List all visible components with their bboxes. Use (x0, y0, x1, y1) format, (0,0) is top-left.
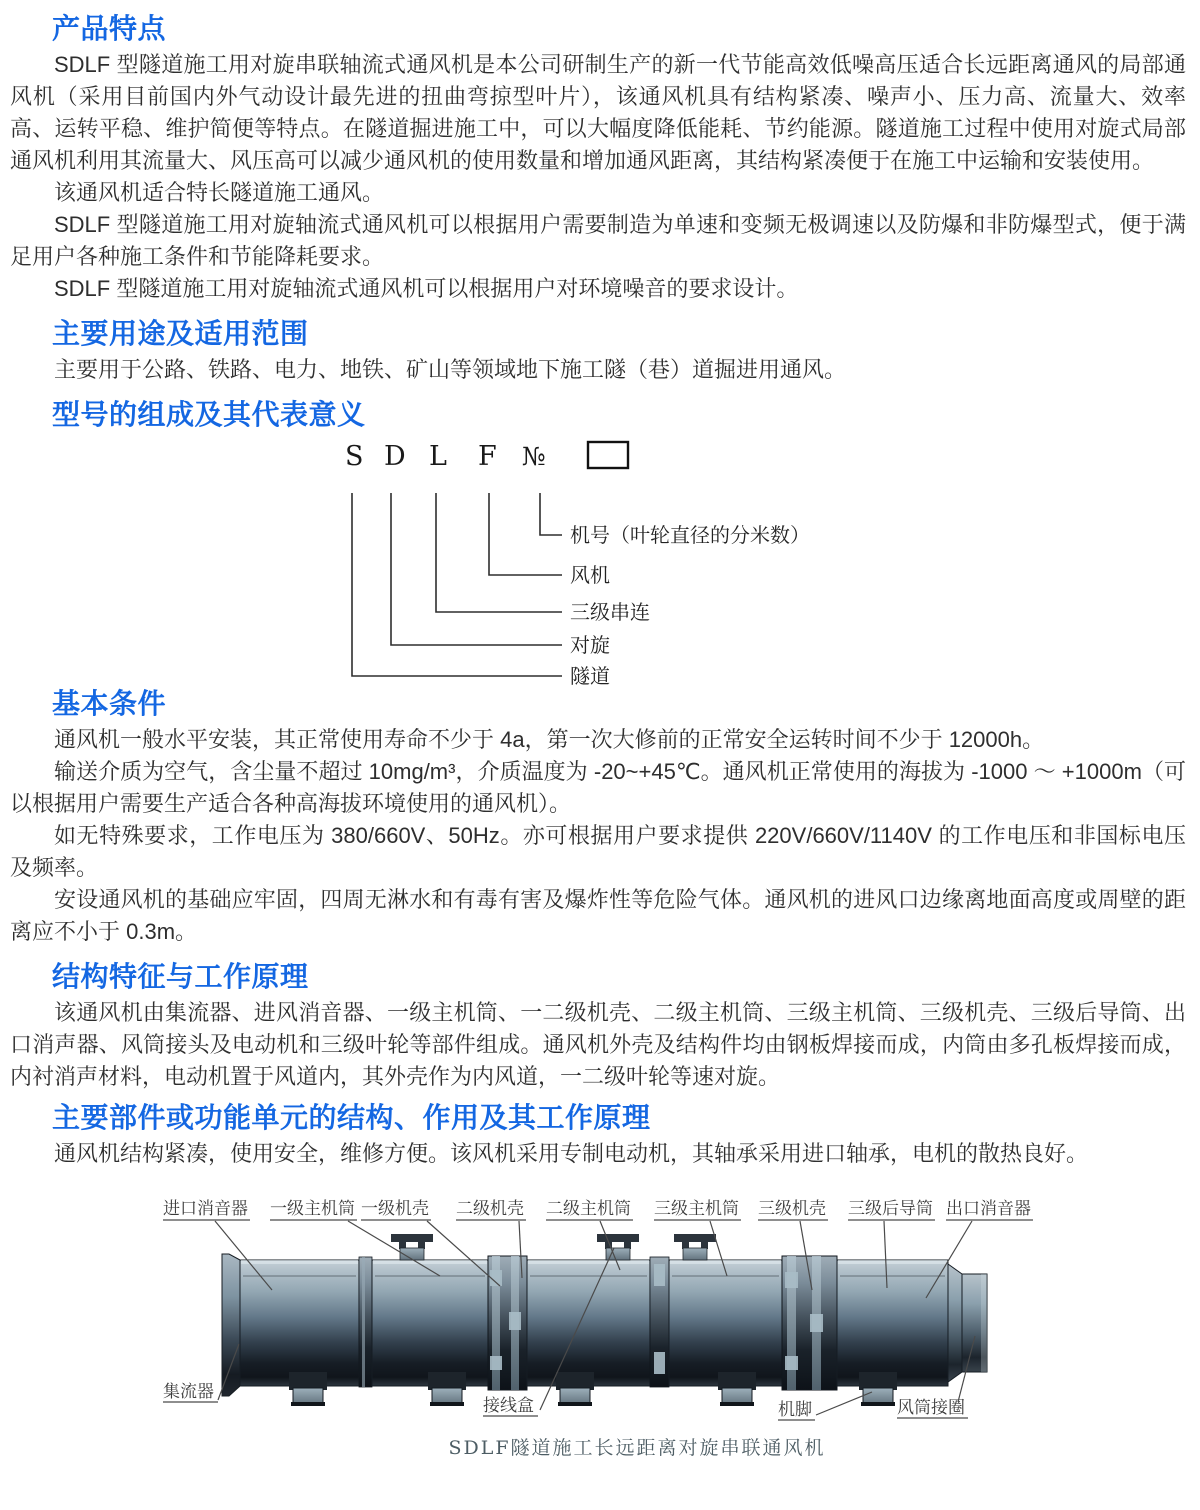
label-stage1-casing: 一级机壳 (361, 1199, 429, 1219)
model-letter-no: № (522, 442, 546, 471)
outlet-silencer-barrel (837, 1260, 948, 1386)
fan-illustration-caption: SDLF隧道施工长远距离对旋串联通风机 (448, 1437, 826, 1459)
heading-structure-principle: 结构特征与工作原理 (52, 961, 309, 992)
model-label-contra-rotating: 对旋 (570, 635, 610, 657)
label-stage3-main-barrel: 三级主机筒 (654, 1199, 739, 1219)
stage1-main-barrel (372, 1260, 488, 1386)
paragraph-product-features-4: SDLF 型隧道施工用对旋轴流式通风机可以根据用户对环境噪音的要求设计。 (54, 276, 799, 301)
label-stage2-main-barrel: 二级主机筒 (546, 1199, 631, 1219)
paragraph-basic-conditions-4: 安设通风机的基础应牢固，四周无淋水和有毒有害及爆炸性等危险气体。通风机的进风口边缘离地面高度或周壁的距离应不小于 0.3m。 (10, 887, 1186, 944)
label-stage1-main-barrel: 一级主机筒 (270, 1199, 355, 1219)
model-leader-lines (352, 493, 562, 676)
top-fitting-stage3 (674, 1234, 716, 1260)
label-stage3-casing: 三级机壳 (758, 1199, 826, 1219)
model-number-box (588, 442, 628, 468)
paragraph-basic-conditions-1: 通风机一般水平安装，其正常使用寿命不少于 4a，第一次大修前的正常安全运转时间不少于 12000h。 (54, 727, 1045, 752)
bellmouth-collector (222, 1254, 240, 1396)
model-letter-d: D (384, 441, 406, 472)
label-outlet-silencer: 出口消音器 (946, 1199, 1031, 1219)
heading-product-features: 产品特点 (52, 13, 167, 44)
model-label-fan-number: 机号（叶轮直径的分米数） (570, 525, 810, 547)
stage3-main-barrel (669, 1260, 782, 1386)
paragraph-main-parts: 通风机结构紧凑，使用安全，维修方便。该风机采用专制电动机，其轴承采用进口轴承，电机的散热良好。 (54, 1141, 1089, 1166)
label-stage2-casing: 二级机壳 (456, 1199, 524, 1219)
label-machine-foot: 机脚 (778, 1400, 812, 1420)
model-label-fan: 风机 (570, 565, 610, 587)
label-inlet-silencer: 进口消音器 (163, 1199, 248, 1219)
paragraph-main-uses: 主要用于公路、铁路、电力、地铁、矿山等领域地下施工隧（巷）道掘进用通风。 (54, 357, 847, 382)
model-letter-l: L (429, 441, 447, 472)
paragraph-product-features-3: SDLF 型隧道施工用对旋轴流式通风机可以根据用户需要制造为单速和变频无极调速以及防爆和非防爆型式，便于满足用户各种施工条件和节能降耗要求。 (10, 212, 1186, 269)
model-label-three-stage-series: 三级串连 (570, 602, 650, 624)
model-letters (345, 441, 546, 472)
heading-model-composition: 型号的组成及其代表意义 (52, 399, 366, 430)
barrel-top-highlights (241, 1260, 947, 1264)
fan-body (222, 1234, 987, 1406)
flange-ring-1 (359, 1257, 372, 1387)
label-stage3-rear-guide-duct: 三级后导筒 (848, 1199, 933, 1219)
model-letter-s: S (345, 441, 364, 472)
inlet-silencer-barrel (240, 1260, 359, 1386)
fan-assembly-illustration (0, 1184, 1200, 1474)
label-collector: 集流器 (163, 1382, 214, 1402)
paragraph-product-features-2: 该通风机适合特长隧道施工通风。 (54, 180, 385, 205)
heading-basic-conditions: 基本条件 (52, 688, 167, 719)
paragraph-basic-conditions-2: 输送介质为空气，含尘量不超过 10mg/m³，介质温度为 -20~+45℃。通风机正常使用的海拔为 -1000 ～ +1000m（可以根据用户需要生产适合各种高海拔环境使用的通风机）。 (10, 759, 1186, 816)
paragraph-structure-principle: 该通风机由集流器、进风消音器、一级主机筒、一二级机壳、二级主机筒、三级主机筒、三级机壳、三级后导筒、出口消声器、风筒接头及电动机和三级叶轮等部件组成。通风机外壳及结构件均由钢板焊接而成，内筒由多孔板焊接而成，内衬消声材料，电动机置于风道内，其外壳作为内风道，一二级叶轮等速对旋。 (10, 1000, 1186, 1089)
paragraph-product-features-1: SDLF 型隧道施工用对旋串联轴流式通风机是本公司研制生产的新一代节能高效低噪高压适合长远距离通风的局部通风机（采用目前国内外气动设计最先进的扭曲弯掠型叶片），该通风机具有结构紧凑、噪声小、压力高、流量大、效率高、运转平稳、维护简便等特点。在隧道掘进施工中，可以大幅度降低能耗、节约能源。隧道施工过程中使用对旋式局部通风机利用其流量大、风压高可以减少通风机的使用数量和增加通风距离，其结构紧凑便于在施工中运输和安装使用。 (10, 52, 1186, 173)
outlet-reducer-cone (948, 1264, 962, 1382)
model-letter-f: F (478, 441, 497, 472)
paragraph-basic-conditions-3: 如无特殊要求，工作电压为 380/660V、50Hz。亦可根据用户要求提供 220V/660V/1140V 的工作电压和非国标电压及频率。 (10, 823, 1186, 880)
heading-main-parts: 主要部件或功能单元的结构、作用及其工作原理 (52, 1102, 651, 1133)
heading-main-uses: 主要用途及适用范围 (52, 318, 309, 349)
model-labels (570, 524, 810, 687)
top-fitting-stage2 (597, 1234, 639, 1260)
model-number-diagram (0, 435, 1200, 687)
top-fitting-stage1 (391, 1234, 433, 1260)
stage2-main-barrel (527, 1260, 650, 1386)
label-duct-connecting-ring: 风筒接圈 (897, 1398, 965, 1418)
label-junction-box: 接线盒 (483, 1396, 534, 1416)
model-label-tunnel: 隧道 (570, 666, 610, 687)
